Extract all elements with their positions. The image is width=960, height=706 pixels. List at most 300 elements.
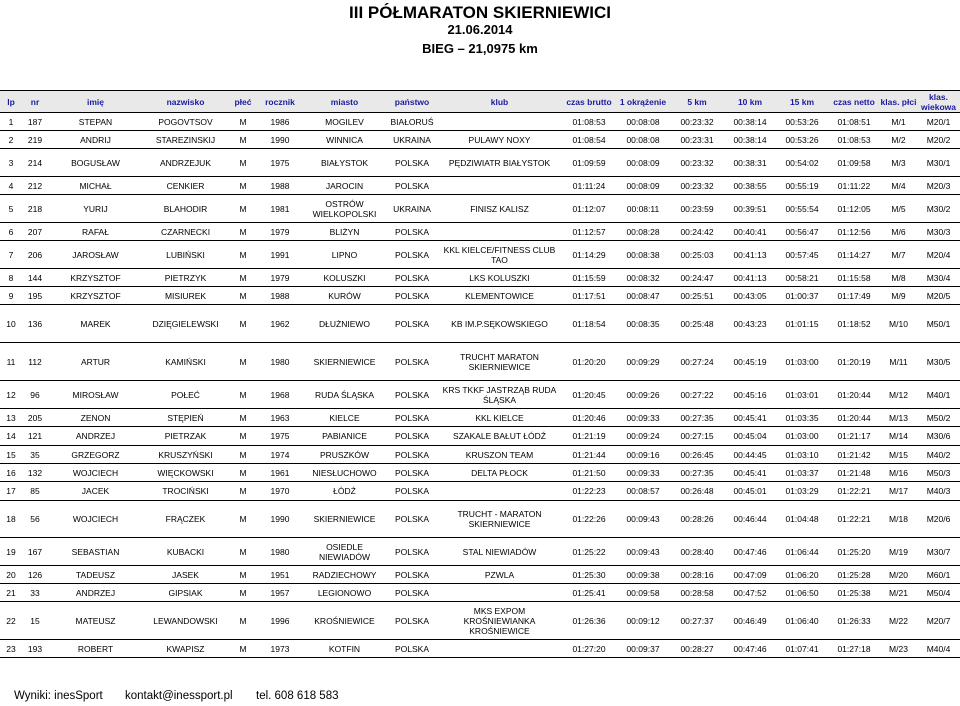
table-cell: 01:08:53 — [562, 113, 616, 131]
table-cell: WOJCIECH — [48, 464, 143, 482]
table-cell — [437, 223, 562, 241]
table-cell: BLIŻYN — [302, 223, 387, 241]
table-cell: M60/1 — [917, 566, 960, 584]
table-cell: 1951 — [258, 566, 302, 584]
table-cell: GIPSIAK — [143, 584, 228, 602]
table-cell: 1986 — [258, 113, 302, 131]
table-cell: M — [228, 381, 258, 409]
table-cell: M40/2 — [917, 446, 960, 464]
table-cell: M — [228, 602, 258, 640]
column-header: 15 km — [776, 91, 828, 113]
table-cell: 112 — [22, 343, 48, 381]
table-cell: ANDRZEJ — [48, 584, 143, 602]
table-cell: KKL KIELCE/FITNESS CLUB TAO — [437, 241, 562, 269]
table-cell: 1988 — [258, 177, 302, 195]
table-cell: 212 — [22, 177, 48, 195]
table-cell: CENKIER — [143, 177, 228, 195]
table-cell: MOGILEV — [302, 113, 387, 131]
table-cell: 00:55:54 — [776, 195, 828, 223]
table-cell: 205 — [22, 409, 48, 427]
table-row — [0, 566, 960, 584]
column-header: 10 km — [724, 91, 776, 113]
table-cell: 01:06:44 — [776, 538, 828, 566]
table-cell: 00:38:14 — [724, 113, 776, 131]
table-cell: 00:40:41 — [724, 223, 776, 241]
table-cell: 00:47:52 — [724, 584, 776, 602]
table-cell: M20/5 — [917, 287, 960, 305]
table-cell: CZARNECKI — [143, 223, 228, 241]
table-cell: ŁÓDŹ — [302, 482, 387, 501]
table-cell: KROŚNIEWICE — [302, 602, 387, 640]
table-cell: JAROSŁAW — [48, 241, 143, 269]
table-body — [0, 113, 960, 658]
table-cell: 01:26:33 — [828, 602, 880, 640]
table-cell: 00:23:32 — [670, 113, 724, 131]
table-cell: KAMIŃSKI — [143, 343, 228, 381]
table-cell: 00:28:16 — [670, 566, 724, 584]
table-cell: 207 — [22, 223, 48, 241]
footer-contact: kontakt@inessport.pl — [125, 690, 233, 702]
table-cell: SKIERNIEWICE — [302, 501, 387, 538]
table-cell: 01:12:05 — [828, 195, 880, 223]
table-cell: ARTUR — [48, 343, 143, 381]
table-cell: KRS TKKF JASTRZĄB RUDA ŚLĄSKA — [437, 381, 562, 409]
table-cell: PULAWY NOXY — [437, 131, 562, 149]
table-cell: 01:03:00 — [776, 343, 828, 381]
table-cell: 1979 — [258, 223, 302, 241]
table-row — [0, 223, 960, 241]
table-cell: M/16 — [880, 464, 917, 482]
table-cell: ANDRZEJUK — [143, 149, 228, 177]
column-header: klub — [437, 91, 562, 113]
table-cell: 1991 — [258, 241, 302, 269]
column-header: klas. wiekowa — [917, 91, 960, 113]
table-cell: 01:18:52 — [828, 305, 880, 343]
table-row — [0, 149, 960, 177]
table-cell: 00:26:48 — [670, 482, 724, 501]
table-cell: JASEK — [143, 566, 228, 584]
table-cell: 01:25:22 — [562, 538, 616, 566]
table-cell: 00:24:42 — [670, 223, 724, 241]
table-cell: SKIERNIEWICE — [302, 343, 387, 381]
table-cell — [437, 113, 562, 131]
table-cell: 00:54:02 — [776, 149, 828, 177]
table-cell: 193 — [22, 640, 48, 658]
table-cell: LKS KOLUSZKI — [437, 269, 562, 287]
table-cell: 01:26:36 — [562, 602, 616, 640]
table-cell: 1980 — [258, 538, 302, 566]
table-cell: 01:07:41 — [776, 640, 828, 658]
table-cell: 22 — [0, 602, 22, 640]
table-cell: M — [228, 566, 258, 584]
table-cell: 218 — [22, 195, 48, 223]
table-cell: 01:27:20 — [562, 640, 616, 658]
table-cell: 01:25:28 — [828, 566, 880, 584]
table-cell: 01:09:59 — [562, 149, 616, 177]
table-cell: 12 — [0, 381, 22, 409]
table-cell: ANDRZEJ — [48, 427, 143, 446]
table-cell: 00:45:04 — [724, 427, 776, 446]
table-row — [0, 640, 960, 658]
table-cell: M — [228, 501, 258, 538]
table-cell: 6 — [0, 223, 22, 241]
table-cell: M30/7 — [917, 538, 960, 566]
table-row — [0, 269, 960, 287]
table-cell: 01:27:18 — [828, 640, 880, 658]
table-cell: 00:08:08 — [616, 113, 670, 131]
table-cell: MAREK — [48, 305, 143, 343]
table-cell: WIĘCKOWSKI — [143, 464, 228, 482]
table-cell: 195 — [22, 287, 48, 305]
table-cell: KIELCE — [302, 409, 387, 427]
table-cell: 01:08:53 — [828, 131, 880, 149]
table-cell: 01:25:20 — [828, 538, 880, 566]
table-cell: M20/7 — [917, 602, 960, 640]
table-cell: 00:08:47 — [616, 287, 670, 305]
table-cell: 01:08:54 — [562, 131, 616, 149]
table-cell: M50/1 — [917, 305, 960, 343]
table-cell: 00:27:22 — [670, 381, 724, 409]
table-cell: POLSKA — [387, 640, 437, 658]
column-header: nazwisko — [143, 91, 228, 113]
table-cell: M30/6 — [917, 427, 960, 446]
table-cell: UKRAINA — [387, 195, 437, 223]
table-cell: 01:20:44 — [828, 409, 880, 427]
table-cell: 00:23:59 — [670, 195, 724, 223]
table-cell: 2 — [0, 131, 22, 149]
table-row — [0, 241, 960, 269]
table-cell: POLSKA — [387, 241, 437, 269]
table-cell: POLSKA — [387, 584, 437, 602]
table-cell: POLSKA — [387, 223, 437, 241]
table-cell: MICHAŁ — [48, 177, 143, 195]
table-cell: 01:22:26 — [562, 501, 616, 538]
table-cell: 00:09:43 — [616, 538, 670, 566]
table-cell: 96 — [22, 381, 48, 409]
table-cell: 01:09:58 — [828, 149, 880, 177]
table-cell: 8 — [0, 269, 22, 287]
table-cell: M/9 — [880, 287, 917, 305]
table-cell: M — [228, 640, 258, 658]
table-cell: 00:43:05 — [724, 287, 776, 305]
table-cell: POLSKA — [387, 149, 437, 177]
table-cell: 00:08:38 — [616, 241, 670, 269]
table-cell: 11 — [0, 343, 22, 381]
table-cell: STAREZINSKIJ — [143, 131, 228, 149]
table-cell: 01:08:51 — [828, 113, 880, 131]
table-row — [0, 538, 960, 566]
table-cell: FRĄCZEK — [143, 501, 228, 538]
table-cell: M — [228, 305, 258, 343]
table-cell: M/6 — [880, 223, 917, 241]
table-cell: M20/4 — [917, 241, 960, 269]
table-cell: 167 — [22, 538, 48, 566]
table-cell: M — [228, 409, 258, 427]
table-row — [0, 602, 960, 640]
table-cell — [437, 584, 562, 602]
table-cell: 00:08:08 — [616, 131, 670, 149]
table-cell: 00:43:23 — [724, 305, 776, 343]
table-cell: M/5 — [880, 195, 917, 223]
column-header: państwo — [387, 91, 437, 113]
table-cell: 01:22:23 — [562, 482, 616, 501]
table-cell: BOGUSŁAW — [48, 149, 143, 177]
table-cell: M — [228, 223, 258, 241]
results-table — [0, 90, 960, 658]
table-cell: TROCIŃSKI — [143, 482, 228, 501]
table-cell: 01:11:22 — [828, 177, 880, 195]
table-cell: 3 — [0, 149, 22, 177]
table-cell: 1980 — [258, 343, 302, 381]
table-cell: 00:09:12 — [616, 602, 670, 640]
table-cell: M30/5 — [917, 343, 960, 381]
table-cell: 01:03:29 — [776, 482, 828, 501]
table-cell: 00:09:29 — [616, 343, 670, 381]
table-cell: 01:21:50 — [562, 464, 616, 482]
table-cell: POŁEĆ — [143, 381, 228, 409]
table-cell: 00:45:41 — [724, 409, 776, 427]
table-cell: 15 — [22, 602, 48, 640]
table-cell: 00:23:32 — [670, 177, 724, 195]
table-row — [0, 343, 960, 381]
table-cell: 01:25:30 — [562, 566, 616, 584]
table-cell: 56 — [22, 501, 48, 538]
table-cell: WINNICA — [302, 131, 387, 149]
table-cell: 9 — [0, 287, 22, 305]
table-cell: 00:53:26 — [776, 113, 828, 131]
table-row — [0, 381, 960, 409]
table-cell: 4 — [0, 177, 22, 195]
table-cell: RUDA ŚLĄSKA — [302, 381, 387, 409]
table-cell: 00:45:41 — [724, 464, 776, 482]
table-cell: 00:23:31 — [670, 131, 724, 149]
table-cell: M40/4 — [917, 640, 960, 658]
table-cell — [437, 640, 562, 658]
table-cell: KRZYSZTOF — [48, 287, 143, 305]
table-cell: 10 — [0, 305, 22, 343]
table-cell: RADZIECHOWY — [302, 566, 387, 584]
table-cell: WOJCIECH — [48, 501, 143, 538]
table-cell: 01:20:20 — [562, 343, 616, 381]
table-cell: 206 — [22, 241, 48, 269]
table-cell: KRZYSZTOF — [48, 269, 143, 287]
table-cell: 132 — [22, 464, 48, 482]
table-cell: POLSKA — [387, 427, 437, 446]
table-cell: 00:27:35 — [670, 464, 724, 482]
table-cell: 01:03:01 — [776, 381, 828, 409]
table-cell: JAROCIN — [302, 177, 387, 195]
table-cell: 23 — [0, 640, 22, 658]
table-cell: 01:21:17 — [828, 427, 880, 446]
table-cell: STAL NIEWIADÓW — [437, 538, 562, 566]
table-cell: 00:27:15 — [670, 427, 724, 446]
table-cell: 00:09:26 — [616, 381, 670, 409]
table-cell: 01:03:35 — [776, 409, 828, 427]
table-cell: PĘDZIWIATR BIAŁYSTOK — [437, 149, 562, 177]
table-cell: 01:14:29 — [562, 241, 616, 269]
table-cell: M30/2 — [917, 195, 960, 223]
table-cell: 01:15:58 — [828, 269, 880, 287]
table-cell: KKL KIELCE — [437, 409, 562, 427]
table-cell: 00:58:21 — [776, 269, 828, 287]
table-cell: 219 — [22, 131, 48, 149]
table-cell: FINISZ KALISZ — [437, 195, 562, 223]
table-cell: DZIĘGIELEWSKI — [143, 305, 228, 343]
table-cell: 00:28:40 — [670, 538, 724, 566]
table-cell: 00:08:57 — [616, 482, 670, 501]
table-cell: SZAKALE BAŁUT ŁÓDŹ — [437, 427, 562, 446]
table-cell: POGOVTSOV — [143, 113, 228, 131]
table-cell: 00:24:47 — [670, 269, 724, 287]
table-cell: 01:17:49 — [828, 287, 880, 305]
table-cell: 121 — [22, 427, 48, 446]
table-cell: 1990 — [258, 501, 302, 538]
table-cell: M/2 — [880, 131, 917, 149]
table-cell: 00:08:35 — [616, 305, 670, 343]
table-cell: JACEK — [48, 482, 143, 501]
table-cell: 00:53:26 — [776, 131, 828, 149]
table-cell: 1973 — [258, 640, 302, 658]
table-row — [0, 409, 960, 427]
table-cell: 00:25:48 — [670, 305, 724, 343]
table-cell: M20/3 — [917, 177, 960, 195]
table-cell: 13 — [0, 409, 22, 427]
table-cell: M/15 — [880, 446, 917, 464]
table-cell: 1 — [0, 113, 22, 131]
table-cell: DŁUŻNIEWO — [302, 305, 387, 343]
table-cell: 1961 — [258, 464, 302, 482]
table-cell: 01:20:45 — [562, 381, 616, 409]
table-cell: M50/4 — [917, 584, 960, 602]
table-cell: 1957 — [258, 584, 302, 602]
table-cell: RAFAŁ — [48, 223, 143, 241]
table-cell: POLSKA — [387, 287, 437, 305]
table-cell: POLSKA — [387, 464, 437, 482]
table-cell: M — [228, 584, 258, 602]
table-cell: 01:25:41 — [562, 584, 616, 602]
table-cell: TADEUSZ — [48, 566, 143, 584]
table-cell: 01:12:57 — [562, 223, 616, 241]
table-cell: KURÓW — [302, 287, 387, 305]
table-cell: 1996 — [258, 602, 302, 640]
table-cell: 01:12:07 — [562, 195, 616, 223]
table-row — [0, 177, 960, 195]
table-cell: 00:26:45 — [670, 446, 724, 464]
table-cell: PIETRZAK — [143, 427, 228, 446]
table-cell: M30/3 — [917, 223, 960, 241]
table-cell: 01:00:37 — [776, 287, 828, 305]
table-cell: 01:21:19 — [562, 427, 616, 446]
table-cell: 00:44:45 — [724, 446, 776, 464]
table-cell: 01:11:24 — [562, 177, 616, 195]
table-cell: PRUSZKÓW — [302, 446, 387, 464]
table-cell: POLSKA — [387, 566, 437, 584]
table-cell: 01:18:54 — [562, 305, 616, 343]
table-cell: 01:21:48 — [828, 464, 880, 482]
table-cell: M — [228, 446, 258, 464]
table-header-row — [0, 91, 960, 113]
table-cell: 00:09:33 — [616, 409, 670, 427]
table-cell: M30/4 — [917, 269, 960, 287]
table-cell: POLSKA — [387, 482, 437, 501]
table-cell: 1981 — [258, 195, 302, 223]
table-cell: 00:25:51 — [670, 287, 724, 305]
table-cell: M/23 — [880, 640, 917, 658]
table-cell: MISIUREK — [143, 287, 228, 305]
table-cell: M — [228, 195, 258, 223]
table-cell: 00:47:09 — [724, 566, 776, 584]
table-cell: 15 — [0, 446, 22, 464]
table-cell: 00:56:47 — [776, 223, 828, 241]
table-cell: POLSKA — [387, 409, 437, 427]
table-cell: POLSKA — [387, 305, 437, 343]
table-cell: 00:41:13 — [724, 269, 776, 287]
table-cell: M/17 — [880, 482, 917, 501]
table-row — [0, 584, 960, 602]
table-cell: M — [228, 464, 258, 482]
table-cell: OSIEDLE NIEWIADÓW — [302, 538, 387, 566]
table-cell: BIAŁYSTOK — [302, 149, 387, 177]
table-cell: 1963 — [258, 409, 302, 427]
table-cell: POLSKA — [387, 446, 437, 464]
table-cell: M — [228, 241, 258, 269]
table-cell: 00:38:31 — [724, 149, 776, 177]
table-cell: 00:25:03 — [670, 241, 724, 269]
table-cell: M/8 — [880, 269, 917, 287]
table-cell: M20/1 — [917, 113, 960, 131]
table-cell: 01:22:21 — [828, 482, 880, 501]
table-cell: 01:20:19 — [828, 343, 880, 381]
race-date: 21.06.2014 — [447, 22, 513, 37]
table-cell: M/7 — [880, 241, 917, 269]
table-cell: 85 — [22, 482, 48, 501]
table-cell: POLSKA — [387, 177, 437, 195]
table-cell: OSTRÓW WIELKOPOLSKI — [302, 195, 387, 223]
table-cell: KRUSZYŃSKI — [143, 446, 228, 464]
page-title: III PÓŁMARATON SKIERNIEWICI — [349, 3, 611, 22]
column-header: 5 km — [670, 91, 724, 113]
table-cell: 19 — [0, 538, 22, 566]
table-cell: 00:28:58 — [670, 584, 724, 602]
table-cell: M40/1 — [917, 381, 960, 409]
table-cell: 1975 — [258, 427, 302, 446]
table-cell: M/11 — [880, 343, 917, 381]
table-cell: PZWLA — [437, 566, 562, 584]
table-cell: 5 — [0, 195, 22, 223]
table-cell: NIESŁUCHOWO — [302, 464, 387, 482]
table-cell: 01:21:44 — [562, 446, 616, 464]
table-cell: KB IM.P.SĘKOWSKIEGO — [437, 305, 562, 343]
table-cell: ZENON — [48, 409, 143, 427]
table-cell: SEBASTIAN — [48, 538, 143, 566]
table-cell: M40/3 — [917, 482, 960, 501]
table-cell: BLAHODIR — [143, 195, 228, 223]
table-cell: 00:38:14 — [724, 131, 776, 149]
table-cell: M — [228, 482, 258, 501]
table-cell: 00:08:32 — [616, 269, 670, 287]
table-cell: 00:09:37 — [616, 640, 670, 658]
table-cell: 01:20:46 — [562, 409, 616, 427]
table-cell: 1974 — [258, 446, 302, 464]
table-cell: 00:27:37 — [670, 602, 724, 640]
table-cell: PIETRZYK — [143, 269, 228, 287]
table-cell: 1968 — [258, 381, 302, 409]
table-cell: 00:45:01 — [724, 482, 776, 501]
table-cell: MIROSŁAW — [48, 381, 143, 409]
table-cell: M — [228, 149, 258, 177]
table-cell: 01:06:40 — [776, 602, 828, 640]
table-cell: 33 — [22, 584, 48, 602]
